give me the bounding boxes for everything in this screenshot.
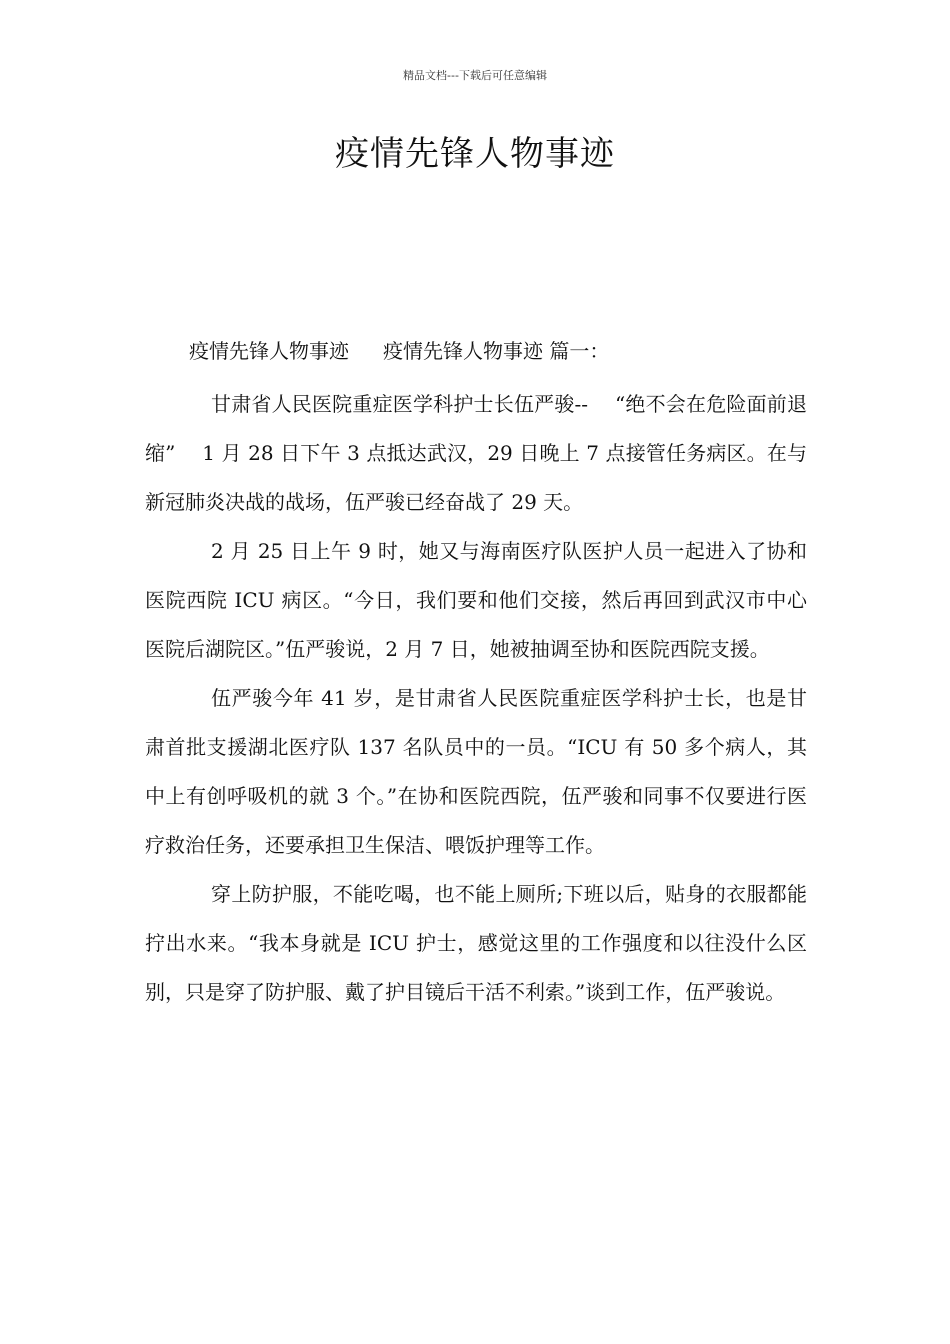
paragraph-4: 穿上防护服，不能吃喝，也不能上厕所;下班以后，贴身的衣服都能拧出水来。“我本身就是 ICU 护士，感觉这里的工作强度和以往没什么区别，只是穿了防护服、戴了护目镜后干活不利索。”谈到工作，伍严骏说。: [145, 882, 807, 1004]
paragraph-1: 甘肃省人民医院重症医学科护士长伍严骏-- “绝不会在危险面前退缩” 1 月 28 日下午 3 点抵达武汉，29 日晚上 7 点接管任务病区。在与新冠肺炎决战的战场，伍严骏已经奋战了 29 天。: [145, 392, 807, 514]
document-body: [145, 326, 807, 1017]
subheading-part-2: 疫情先锋人物事迹 篇一：: [383, 339, 610, 363]
document-title: 疫情先锋人物事迹: [335, 134, 615, 174]
section-subheading: [145, 326, 807, 376]
subheading-part-1: 疫情先锋人物事迹: [189, 339, 349, 363]
paragraph-2: 2 月 25 日上午 9 时，她又与海南医疗队医护人员一起进入了协和医院西院 ICU 病区。“今日，我们要和他们交接，然后再回到武汉市中心医院后湖院区。”伍严骏说，2 月 7 日，她被抽调至协和医院西院支援。: [145, 539, 807, 661]
header-note: 精品文档---下载后可任意编辑: [403, 69, 547, 82]
paragraph-3: 伍严骏今年 41 岁，是甘肃省人民医院重症医学科护士长，也是甘肃首批支援湖北医疗队 137 名队员中的一员。“ICU 有 50 多个病人，其中上有创呼吸机的就 3 个。”在协和医院西院，伍严骏和同事不仅要进行医疗救治任务，还要承担卫生保洁、喂饭护理等工作。: [145, 686, 807, 857]
